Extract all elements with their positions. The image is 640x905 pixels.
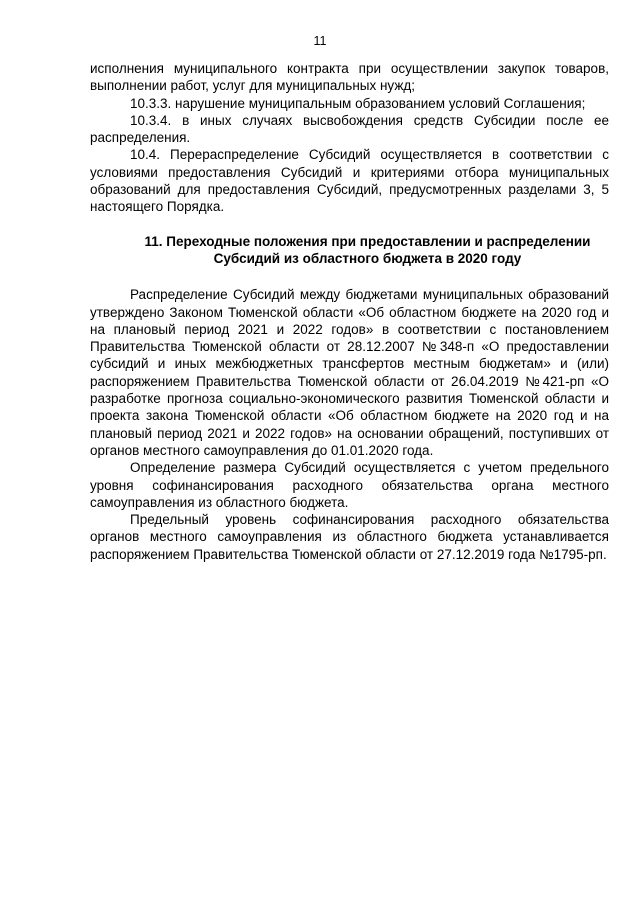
section-heading: [90, 233, 609, 268]
paragraph-10-4: 10.4. Перераспределение Субсидий осуществляется в соответствии с условиями предоставления Субсидий и критериями отбора муниципальных образований для предоставления Субсидий, предусмотренных разделами 3, 5 настоящего Порядка.: [90, 147, 609, 215]
page-number: 11: [313, 34, 327, 48]
paragraph-determination: Определение размера Субсидий осуществляется с учетом предельного уровня софинансирования расходного обязательства органа местного самоуправления из областного бюджета.: [90, 460, 609, 510]
paragraph-continuation: исполнения муниципального контракта при осуществлении закупок товаров, выполнении работ, услуг для муниципальных нужд;: [90, 61, 609, 94]
section-heading-line-1: 11. Переходные положения при предоставлении и распределении: [144, 233, 591, 249]
paragraph-10-3-4: 10.3.4. в иных случаях высвобождения средств Субсидии после ее распределения.: [90, 112, 609, 146]
document-body: [90, 60, 609, 563]
paragraph-cofinancing-level: Предельный уровень софинансирования расходного обязательства органов местного самоуправления из областного бюджета устанавливается распоряжением Правительства Тюменской области от 27.12.2019 года №1795-рп.: [90, 512, 609, 562]
paragraph-10-3-3: 10.3.3. нарушение муниципальным образованием условий Соглашения;: [130, 95, 586, 111]
paragraph-distribution: Распределение Субсидий между бюджетами муниципальных образований утверждено Законом Тюменской области «Об областном бюджете на 2020 год и на плановый период 2021 и 2022 годов» в соответствии с постановлением Правительства Тюменской области от 28.12.2007 №348-п «О предоставлении субсидий и иных межбюджетных трансфертов местным бюджетам» и (или) распоряжением Правительства Тюменской области от 26.04.2019 №421-рп «О разработке прогноза социально-экономического развития Тюменской области и проекта закона Тюменской области «Об областном бюджете на 2020 год и на плановый период 2021 и 2022 годов» на основании обращений, поступивших от органов местного самоуправления до 01.01.2020 года.: [90, 287, 609, 458]
section-heading-line-2: Субсидий из областного бюджета в 2020 году: [213, 250, 522, 266]
